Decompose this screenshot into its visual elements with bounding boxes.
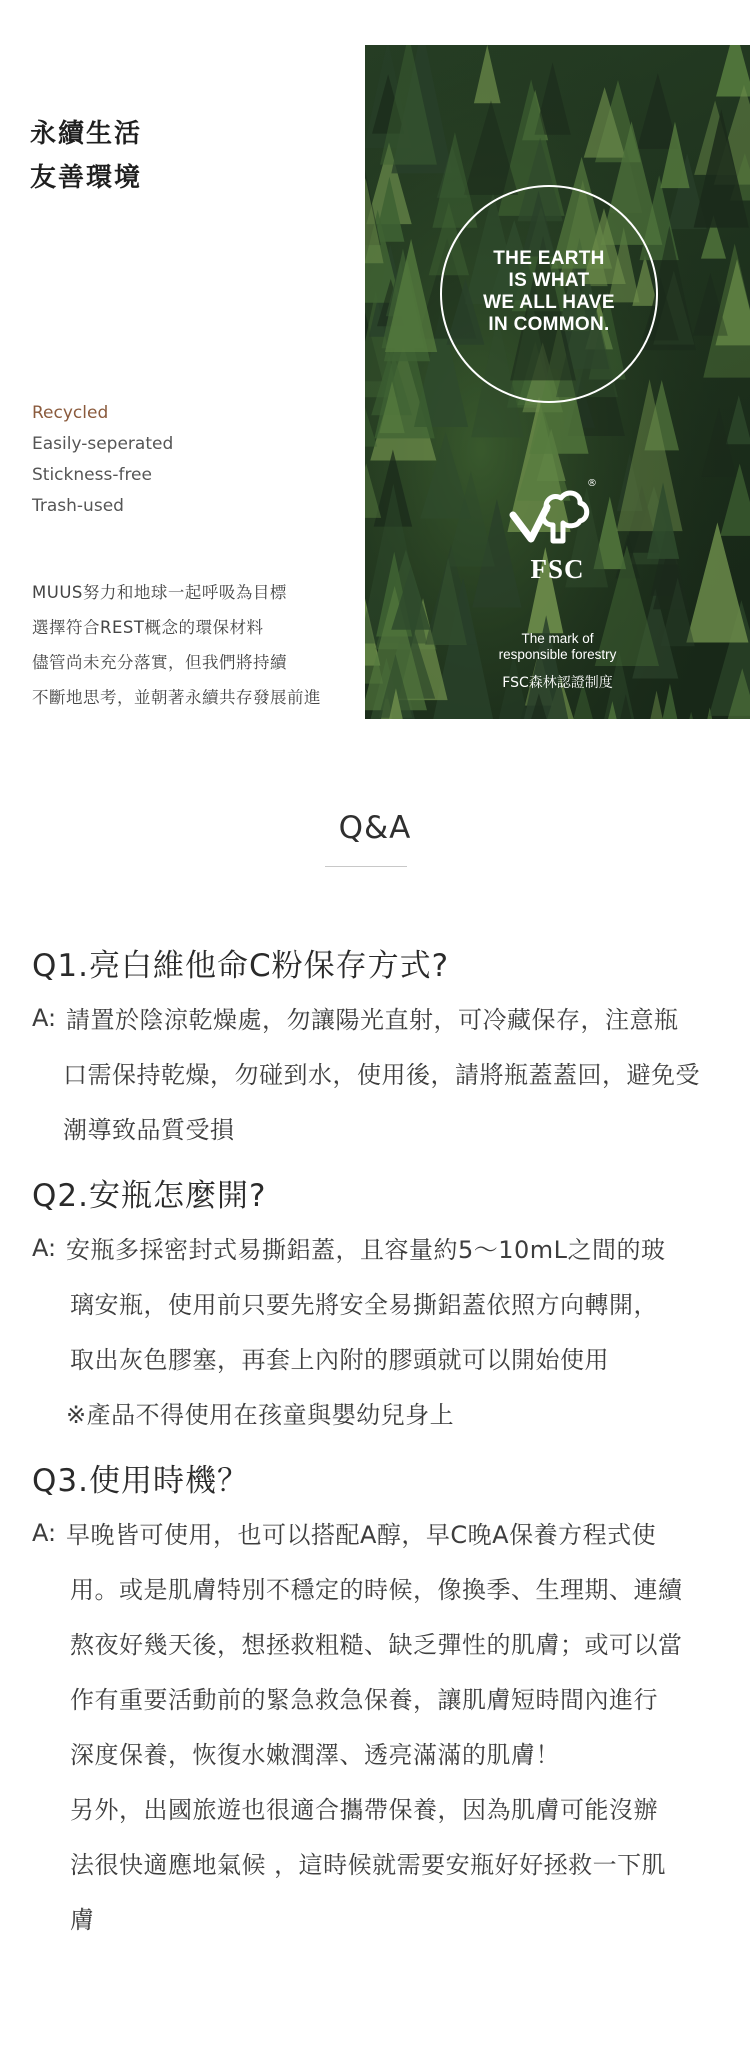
fsc-cert-text: FSC森林認證制度 [502,675,613,691]
mark-line-1: The mark of [521,631,594,646]
question-3: Q3.使用時機？ [32,1463,249,1499]
answer-3-body [66,1508,683,1948]
tag-easily-separated: Easily-seperated [32,434,174,454]
answer-1-label: A: [32,1004,57,1032]
description-line-2: 選擇符合REST概念的環保材料 [32,618,264,637]
mark-line-2: responsible forestry [498,647,617,662]
intro-heading-line-1: 永續生活 [30,119,143,149]
answer-2-line-4: ※產品不得使用在孩童與嬰幼兒身上 [66,1401,455,1429]
answer-3-line-3: 熬夜好幾天後，想拯救粗糙、缺乏彈性的肌膚；或可以當 [70,1631,683,1659]
answer-3-line-6: 另外，出國旅遊也很適合攜帶保養，因為肌膚可能沒辦 [70,1796,658,1824]
answer-2-line-3: 取出灰色膠塞，再套上內附的膠頭就可以開始使用 [70,1346,609,1374]
answer-1-line-2: 口需保持乾燥，勿碰到水，使用後，請將瓶蓋蓋回，避免受 [63,1061,700,1089]
rest-tags-list [32,398,173,522]
answer-3-label: A: [32,1519,57,1547]
forest-image-panel [365,45,750,719]
slogan-line-4: IN COMMON. [488,314,610,335]
slogan-text [440,248,658,336]
answer-1-line-1: 請置於陰涼乾燥處，勿讓陽光直射，可冷藏保存，注意瓶 [66,1006,679,1034]
answer-3-line-4: 作有重要活動前的緊急救急保養，讓肌膚短時間內進行 [70,1686,658,1714]
description-line-4: 不斷地思考，並朝著永續共存發展前進 [32,688,321,707]
fsc-logo-text: FSC [530,554,585,584]
tag-recycled: Recycled [32,403,109,423]
answer-3-line-2: 用。或是肌膚特別不穩定的時候，像換季、生理期、連續 [70,1576,683,1604]
registered-mark: ® [587,478,597,489]
tag-trash-used: Trash-used [32,496,124,516]
slogan-line-1: THE EARTH [493,248,605,269]
qa-title-divider [325,866,407,867]
answer-3-line-1: 早晚皆可使用，也可以搭配A醇，早C晚A保養方程式使 [66,1521,657,1549]
answer-3-line-8: 膚 [70,1906,95,1934]
intro-description [32,575,321,715]
answer-3-line-7: 法很快適應地氣候 ，這時候就需要安瓶好好拯救一下肌 [70,1851,667,1879]
description-line-3: 儘管尚未充分落實，但我們將持續 [32,653,287,672]
answer-3-line-5: 深度保養，恢復水嫩潤澤、透亮滿滿的肌膚！ [70,1741,560,1769]
slogan-line-2: IS WHAT [508,270,590,291]
fsc-tree-check-icon [507,485,603,551]
answer-2-label: A: [32,1234,57,1262]
answer-2-body [66,1223,666,1443]
answer-2-line-2: 璃安瓶，使用前只要先將安全易撕鋁蓋依照方向轉開， [70,1291,658,1319]
intro-heading [30,112,142,200]
qa-section-title: Q&A [338,810,412,846]
answer-1-body [63,993,700,1158]
question-2: Q2.安瓶怎麼開? [32,1178,267,1214]
answer-2-line-1: 安瓶多採密封式易撕鋁蓋，且容量約5～10mL之間的玻 [66,1236,666,1264]
description-line-1: MUUS努力和地球一起呼吸為目標 [32,583,287,602]
intro-heading-line-2: 友善環境 [30,163,143,193]
fsc-mark-caption [365,631,750,663]
answer-1-line-3: 潮導致品質受損 [63,1116,235,1144]
slogan-line-3: WE ALL HAVE [483,292,615,313]
tag-stickness-free: Stickness-free [32,465,152,485]
question-1: Q1.亮白維他命C粉保存方式? [32,948,450,984]
